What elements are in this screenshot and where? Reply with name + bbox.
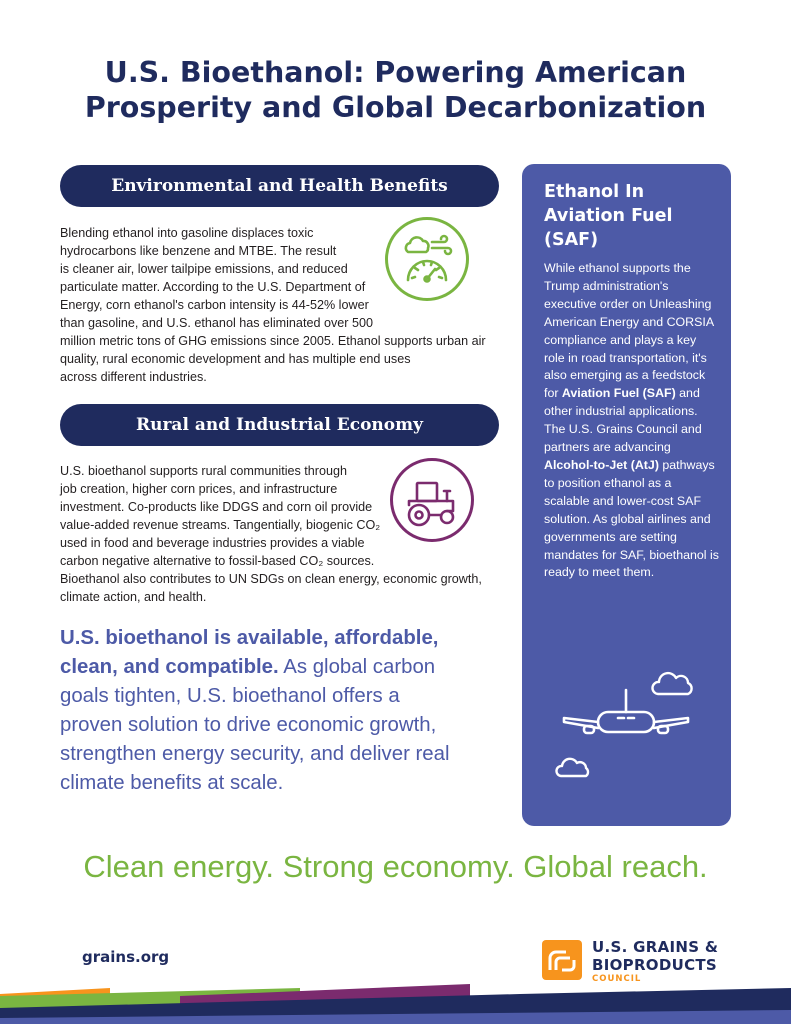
page-title: U.S. Bioethanol: Powering American Prosperity and Global Decarbonization (84, 56, 707, 124)
footer-color-bands (0, 980, 791, 1024)
website-link[interactable]: grains.org (82, 948, 170, 966)
saf-sidebar (522, 164, 731, 826)
tractor-icon (390, 458, 474, 542)
rural-text: U.S. bioethanol supports rural communities through job creation, higher corn prices, and infrastructure investment. Co-products like DDGS and corn oil provide value-added revenue streams. Tangentially, biogenic CO₂ used in food and beverage industries provides a viable carbon negative alternative to fossil-based CO₂ sources. Bioethanol also contributes to UN SDGs on clean energy, economic growth, climate action, and health. (60, 464, 482, 604)
council-logo-icon (542, 940, 582, 980)
rural-heading: Rural and Industrial Economy (60, 404, 499, 446)
logo-text-line1: U.S. GRAINS & (592, 938, 719, 956)
highlight-statement: U.S. bioethanol is available, affordable, clean, and compatible. As global carbon goals tighten, U.S. bioethanol offers a proven solution to drive economic growth, strengthen energy security, and deliver real climate benefits at scale. (60, 627, 450, 794)
logo-text-line3: COUNCIL (592, 974, 642, 984)
cloud-gauge-icon (385, 217, 469, 301)
environmental-heading: Environmental and Health Benefits (60, 165, 499, 207)
cloud-icon (554, 752, 594, 780)
sidebar-title: Ethanol In Aviation Fuel (SAF) (544, 182, 673, 250)
sidebar-text: While ethanol supports the Trump administration's executive order on Unleashing American Energy and CORSIA compliance and plays a key role in road transportation, it's also emerging as a feedstock for Aviation Fuel (SAF) and other industrial applications. The U.S. Grains Council and partners are advancing Alcohol-to-Jet (AtJ) pathways to position ethanol as a scalable and lower-cost SAF solution. As global airlines and governments are setting mandates for SAF, bioethanol is ready to meet them. (544, 261, 719, 580)
tagline: Clean energy. Strong economy. Global reach. (83, 849, 708, 884)
airplane-icon (558, 686, 694, 750)
logo-text-line2: BIOPRODUCTS (592, 956, 718, 974)
environmental-text: Blending ethanol into gasoline displaces toxic hydrocarbons like benzene and MTBE. The result is cleaner air, lower tailpipe emissions, and reduced particulate matter. According to the U.S. Department of Energy, corn ethanol's carbon intensity is 44-52% lower than gasoline, and U.S. ethanol has eliminated over 500 million metric tons of GHG emissions since 2005. Ethanol supports urban air quality, rural economic development and has multiple end uses across different industries. (60, 226, 486, 384)
